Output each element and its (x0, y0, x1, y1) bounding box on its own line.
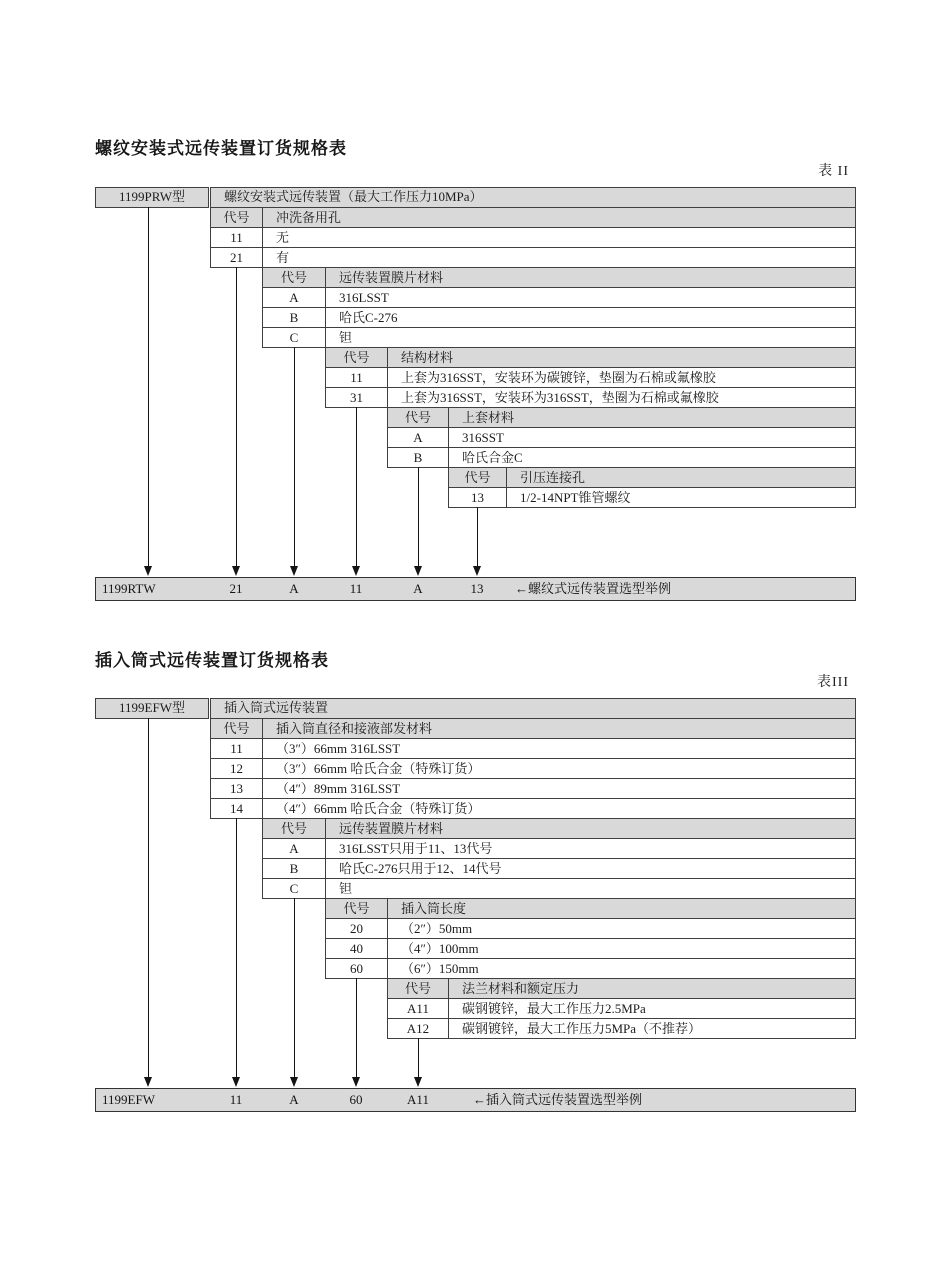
example-value: A (289, 1092, 299, 1107)
table-title: 螺纹安装式远传装置订货规格表 (95, 139, 347, 158)
option-code-cell: 14 (210, 798, 263, 819)
option-code-cell: 31 (325, 387, 388, 408)
table-title: 插入筒式远传装置订货规格表 (95, 651, 329, 670)
connector-line (148, 718, 149, 1078)
example-note: ←插入筒式远传装置选型举例 (473, 1092, 643, 1107)
code-header-cell: 代号 (262, 267, 326, 288)
option-desc-cell: 有 (262, 247, 856, 268)
option-desc-cell: 316SST (448, 427, 856, 448)
code-header-cell: 代号 (325, 898, 388, 919)
group-header-cell: 结构材料 (387, 347, 856, 368)
option-code-cell: 40 (325, 938, 388, 959)
down-arrow-icon (232, 1077, 240, 1087)
group-header-cell: 插入筒直径和接液部发材料 (262, 718, 856, 739)
down-arrow-icon (144, 1077, 152, 1087)
option-code-cell: 60 (325, 958, 388, 979)
option-desc-cell: 钽 (325, 327, 856, 348)
option-code-cell: 13 (210, 778, 263, 799)
option-code-cell: 20 (325, 918, 388, 939)
code-header-cell: 代号 (448, 467, 507, 488)
connector-line (236, 818, 237, 1078)
option-desc-cell: （4″）66mm 哈氏合金（特殊订货） (262, 798, 856, 819)
connector-line (418, 467, 419, 567)
option-code-cell: A (262, 287, 326, 308)
down-arrow-icon (414, 566, 422, 576)
option-desc-cell: （6″）150mm (387, 958, 856, 979)
option-desc-cell: 无 (262, 227, 856, 248)
option-code-cell: A11 (387, 998, 449, 1019)
option-desc-cell: 碳钢镀锌，最大工作压力5MPa（不推荐） (448, 1018, 856, 1039)
model-desc-cell: 螺纹安装式远传装置（最大工作压力10MPa） (210, 187, 856, 208)
group-header-cell: 插入筒长度 (387, 898, 856, 919)
example-value: 1199RTW (102, 581, 156, 596)
model-code-cell: 1199PRW型 (95, 187, 209, 208)
code-header-cell: 代号 (210, 718, 263, 739)
option-code-cell: 13 (448, 487, 507, 508)
model-desc-cell: 插入筒式远传装置 (210, 698, 856, 719)
down-arrow-icon (144, 566, 152, 576)
connector-line (418, 1038, 419, 1078)
option-code-cell: 11 (210, 738, 263, 759)
option-code-cell: 21 (210, 247, 263, 268)
down-arrow-icon (232, 566, 240, 576)
code-header-cell: 代号 (210, 207, 263, 228)
option-code-cell: 11 (325, 367, 388, 388)
down-arrow-icon (414, 1077, 422, 1087)
option-desc-cell: 碳钢镀锌，最大工作压力2.5MPa (448, 998, 856, 1019)
group-header-cell: 远传装置膜片材料 (325, 818, 856, 839)
example-value: 1199EFW (102, 1092, 155, 1107)
option-code-cell: 12 (210, 758, 263, 779)
code-header-cell: 代号 (262, 818, 326, 839)
option-desc-cell: 哈氏C-276只用于12、14代号 (325, 858, 856, 879)
option-desc-cell: （3″）66mm 316LSST (262, 738, 856, 759)
down-arrow-icon (290, 566, 298, 576)
option-code-cell: C (262, 878, 326, 899)
example-value: 21 (229, 581, 243, 596)
option-desc-cell: 1/2-14NPT锥管螺纹 (506, 487, 856, 508)
connector-line (236, 267, 237, 567)
connector-line (294, 347, 295, 567)
connector-line (294, 898, 295, 1078)
example-value: 11 (349, 581, 363, 596)
connector-line (356, 407, 357, 567)
example-value: A (289, 581, 299, 596)
example-value: 60 (349, 1092, 363, 1107)
option-desc-cell: 上套为316SST，安装环为碳镀锌，垫圈为石棉或氟橡胶 (387, 367, 856, 388)
option-code-cell: A (387, 427, 449, 448)
group-header-cell: 引压连接孔 (506, 467, 856, 488)
option-desc-cell: （2″）50mm (387, 918, 856, 939)
example-value: 13 (470, 581, 484, 596)
option-desc-cell: 哈氏合金C (448, 447, 856, 468)
group-header-cell: 上套材料 (448, 407, 856, 428)
example-note: ←螺纹式远传装置选型举例 (515, 581, 672, 596)
connector-line (356, 978, 357, 1078)
table-number-label: 表 II (818, 164, 849, 179)
model-code-cell: 1199EFW型 (95, 698, 209, 719)
example-value: A11 (407, 1092, 429, 1107)
option-desc-cell: （3″）66mm 哈氏合金（特殊订货） (262, 758, 856, 779)
connector-line (148, 207, 149, 567)
option-desc-cell: 上套为316SST，安装环为316SST，垫圈为石棉或氟橡胶 (387, 387, 856, 408)
option-code-cell: B (262, 307, 326, 328)
option-code-cell: B (387, 447, 449, 468)
option-code-cell: B (262, 858, 326, 879)
group-header-cell: 法兰材料和额定压力 (448, 978, 856, 999)
code-header-cell: 代号 (387, 978, 449, 999)
code-header-cell: 代号 (325, 347, 388, 368)
connector-line (477, 507, 478, 567)
option-desc-cell: 哈氏C-276 (325, 307, 856, 328)
code-header-cell: 代号 (387, 407, 449, 428)
down-arrow-icon (473, 566, 481, 576)
table-number-label: 表III (817, 675, 849, 690)
down-arrow-icon (352, 566, 360, 576)
option-desc-cell: （4″）100mm (387, 938, 856, 959)
example-value: A (413, 581, 423, 596)
option-code-cell: C (262, 327, 326, 348)
group-header-cell: 远传装置膜片材料 (325, 267, 856, 288)
down-arrow-icon (290, 1077, 298, 1087)
option-code-cell: A (262, 838, 326, 859)
option-desc-cell: 316LSST (325, 287, 856, 308)
option-code-cell: 11 (210, 227, 263, 248)
group-header-cell: 冲洗备用孔 (262, 207, 856, 228)
option-code-cell: A12 (387, 1018, 449, 1039)
option-desc-cell: 316LSST只用于11、13代号 (325, 838, 856, 859)
example-value: 11 (229, 1092, 243, 1107)
down-arrow-icon (352, 1077, 360, 1087)
option-desc-cell: （4″）89mm 316LSST (262, 778, 856, 799)
option-desc-cell: 钽 (325, 878, 856, 899)
